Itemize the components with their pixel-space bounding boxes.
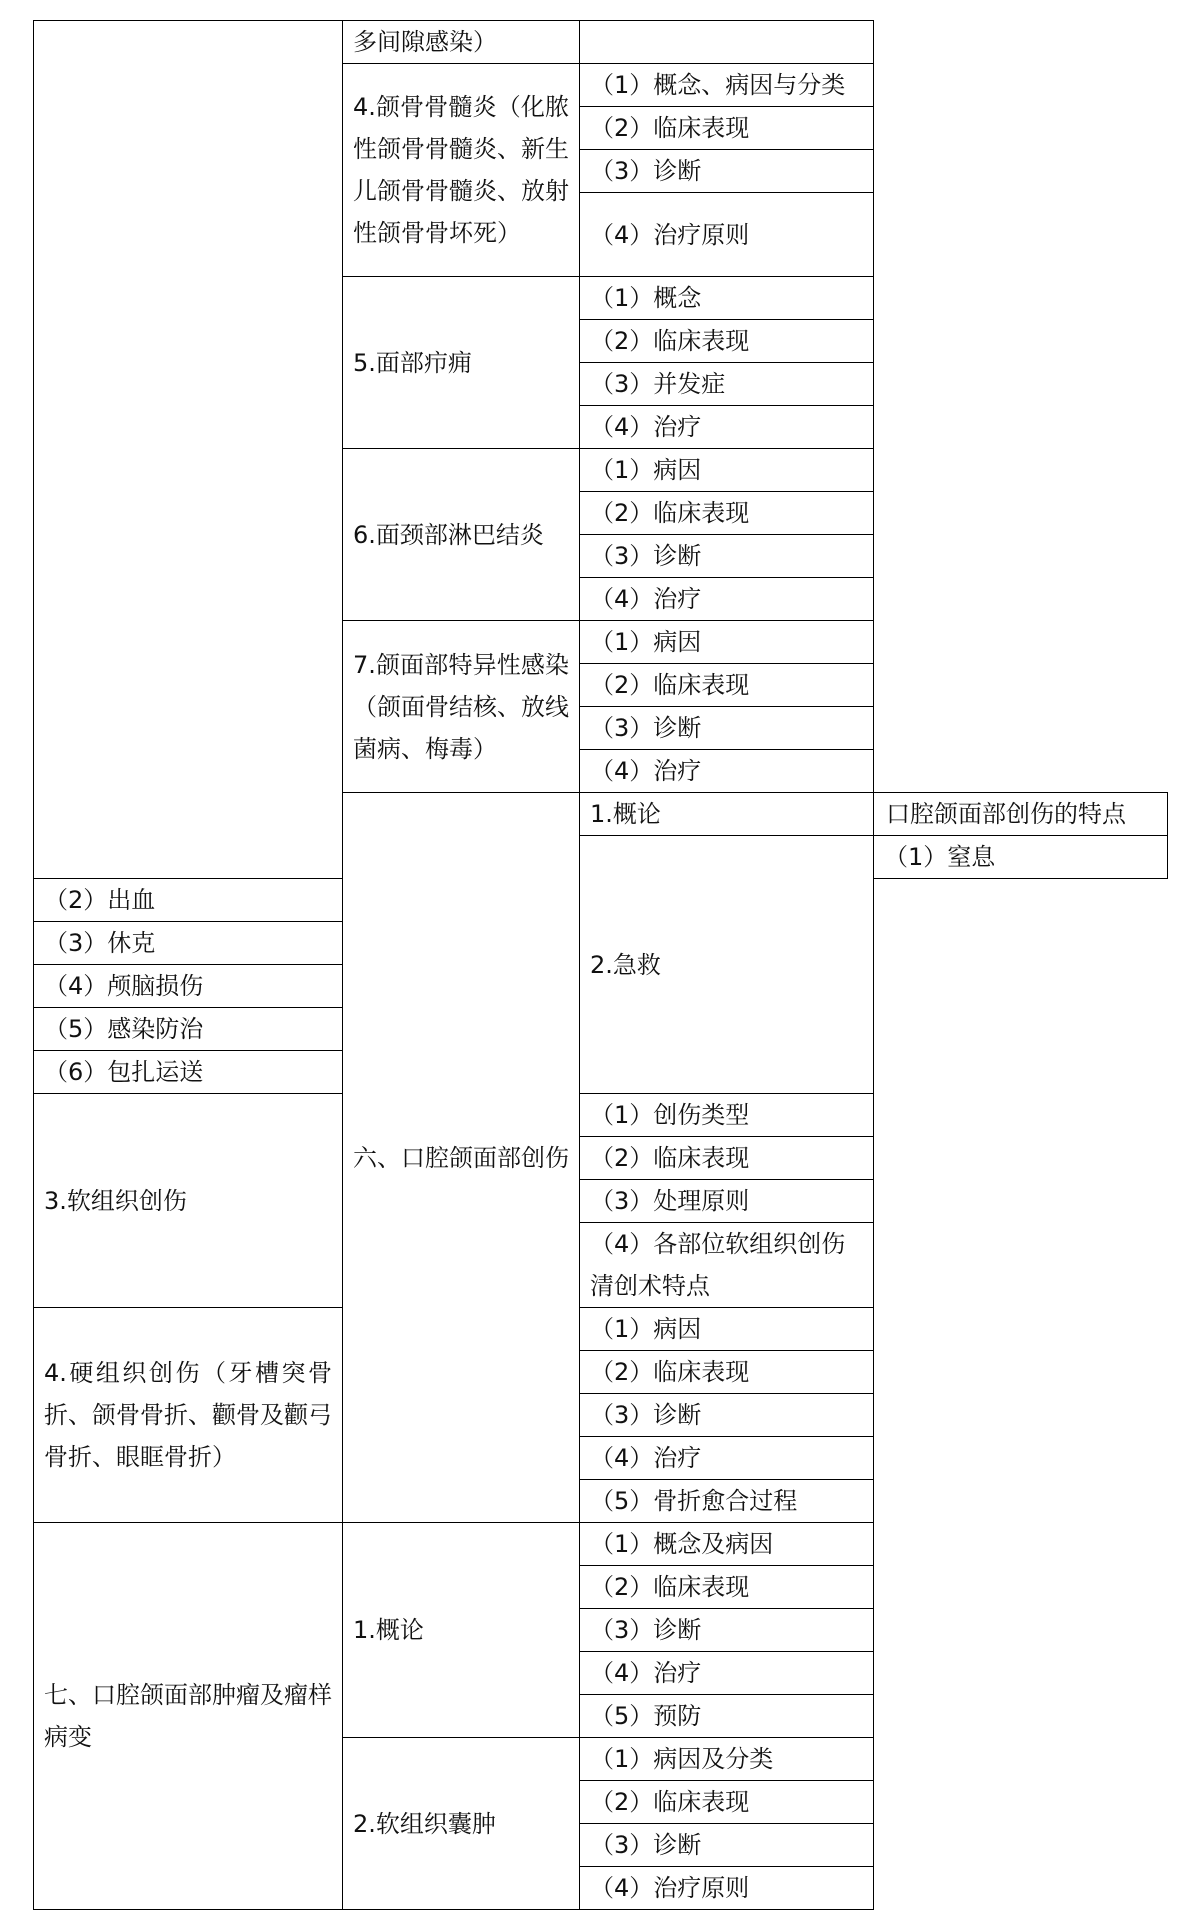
- point-cell: （3）并发症: [580, 363, 874, 406]
- topic-cell: 2.软组织囊肿: [343, 1738, 580, 1910]
- point-cell: （2）临床表现: [580, 664, 874, 707]
- point-cell: （4）治疗: [580, 406, 874, 449]
- point-cell: （4）治疗原则: [580, 1867, 874, 1910]
- topic-cell: 5.面部疖痈: [343, 277, 580, 449]
- chapter-cell: 六、口腔颌面部创伤: [343, 793, 580, 1523]
- point-cell: （1）概念: [580, 277, 874, 320]
- point-cell: （4）治疗: [580, 1437, 874, 1480]
- point-cell: （1）病因: [580, 1308, 874, 1351]
- topic-cell: 4.颌骨骨髓炎（化脓性颌骨骨髓炎、新生儿颌骨骨髓炎、放射性颌骨骨坏死）: [343, 64, 580, 277]
- point-cell: （2）出血: [34, 879, 343, 922]
- table-row: [34, 1094, 1168, 1137]
- point-cell: （3）诊断: [580, 1824, 874, 1867]
- point-cell: （2）临床表现: [580, 1137, 874, 1180]
- syllabus-table: [33, 20, 1168, 1910]
- point-cell: （2）临床表现: [580, 1781, 874, 1824]
- point-cell: （3）处理原则: [580, 1180, 874, 1223]
- point-cell: （5）骨折愈合过程: [580, 1480, 874, 1523]
- topic-cell: 1.概论: [343, 1523, 580, 1738]
- chapter-cell-continued: [34, 21, 343, 879]
- point-cell: （2）临床表现: [580, 320, 874, 363]
- point-cell: （2）临床表现: [580, 1566, 874, 1609]
- point-cell: （1）概念及病因: [580, 1523, 874, 1566]
- point-cell: （4）治疗: [580, 750, 874, 793]
- point-cell: （1）创伤类型: [580, 1094, 874, 1137]
- point-cell: 口腔颌面部创伤的特点: [874, 793, 1168, 836]
- point-cell: （3）诊断: [580, 707, 874, 750]
- point-cell: （3）休克: [34, 922, 343, 965]
- point-cell: （4）治疗: [580, 578, 874, 621]
- point-cell: （1）病因: [580, 449, 874, 492]
- table-row: [34, 1523, 1168, 1566]
- point-cell: （4）颅脑损伤: [34, 965, 343, 1008]
- topic-cell: 2.急救: [580, 836, 874, 1094]
- point-cell: （3）诊断: [580, 535, 874, 578]
- topic-cell: 多间隙感染）: [343, 21, 580, 64]
- topic-cell: 3.软组织创伤: [34, 1094, 343, 1308]
- point-cell: （3）诊断: [580, 150, 874, 193]
- point-cell: （4）治疗: [580, 1652, 874, 1695]
- point-cell: （1）概念、病因与分类: [580, 64, 874, 107]
- point-cell: （2）临床表现: [580, 107, 874, 150]
- point-cell: [580, 21, 874, 64]
- point-cell: （4）治疗原则: [580, 193, 874, 277]
- topic-cell: 4.硬组织创伤（牙槽突骨折、颌骨骨折、颧骨及颧弓骨折、眼眶骨折）: [34, 1308, 343, 1523]
- point-cell: （1）病因: [580, 621, 874, 664]
- chapter-cell: 七、口腔颌面部肿瘤及瘤样病变: [34, 1523, 343, 1910]
- point-cell: （2）临床表现: [580, 492, 874, 535]
- point-cell: （3）诊断: [580, 1394, 874, 1437]
- point-cell: （5）预防: [580, 1695, 874, 1738]
- point-cell: （1）病因及分类: [580, 1738, 874, 1781]
- topic-cell: 7.颌面部特异性感染（颌面骨结核、放线菌病、梅毒）: [343, 621, 580, 793]
- table-row: [34, 1308, 1168, 1351]
- topic-cell: 1.概论: [580, 793, 874, 836]
- point-cell: （3）诊断: [580, 1609, 874, 1652]
- point-cell: （1）窒息: [874, 836, 1168, 879]
- point-cell: （4）各部位软组织创伤清创术特点: [580, 1223, 874, 1308]
- table-row: [34, 21, 1168, 64]
- point-cell: （6）包扎运送: [34, 1051, 343, 1094]
- point-cell: （5）感染防治: [34, 1008, 343, 1051]
- topic-cell: 6.面颈部淋巴结炎: [343, 449, 580, 621]
- point-cell: （2）临床表现: [580, 1351, 874, 1394]
